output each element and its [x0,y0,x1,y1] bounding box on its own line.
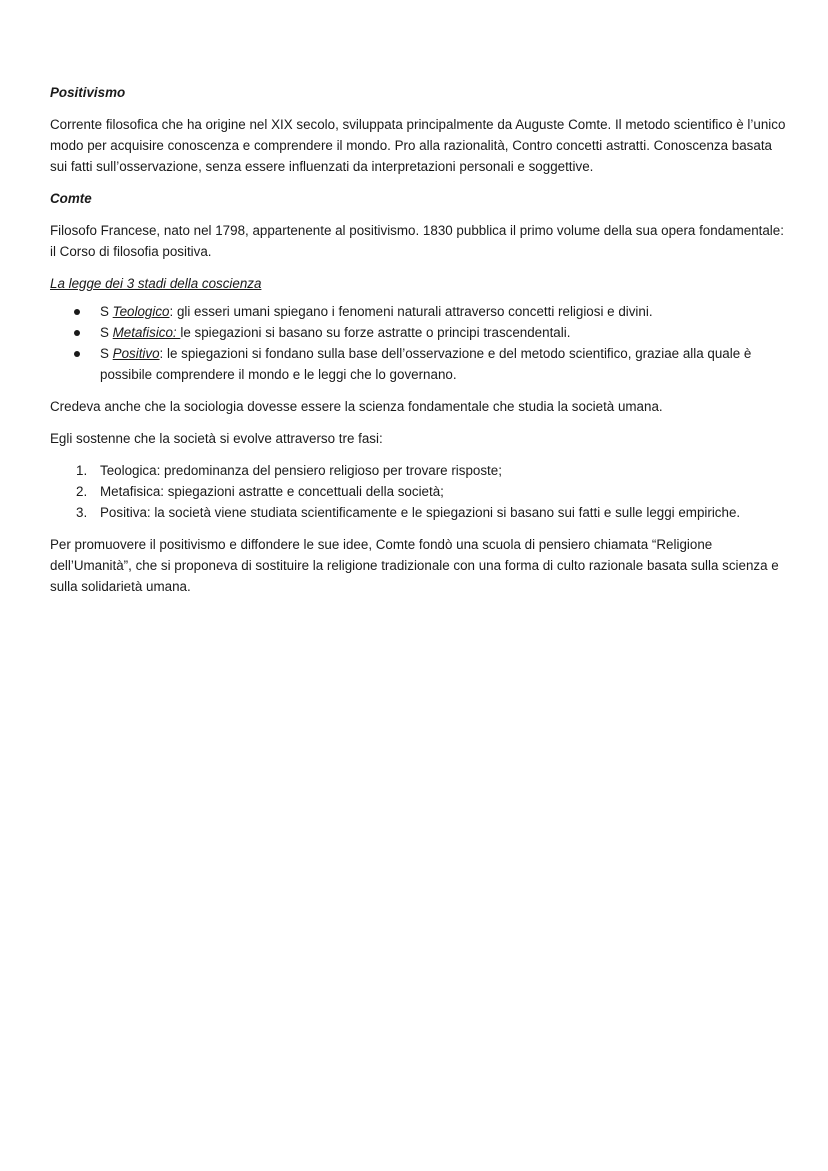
list-item-positivo [50,343,790,385]
list-number: 3. [76,505,88,520]
stadio-prefix: S [100,304,113,319]
fase-text: Metafisica: spiegazioni astratte e concettuali della società; [100,484,444,499]
list-item-fase-metafisica [50,481,790,502]
stadio-prefix: S [100,325,113,340]
list-item-metafisico [50,322,790,343]
stadio-prefix: S [100,346,113,361]
stadio-term-positivo: Positivo [112,346,160,361]
bullet-icon [74,309,80,315]
bullet-icon [74,330,80,336]
stadio-term-metafisico: Metafisico: [112,325,181,340]
fase-text: Teologica: predominanza del pensiero religioso per trovare risposte; [100,463,502,478]
list-item-fase-teologica [50,460,790,481]
stadio-term-teologico: Teologico [112,304,170,319]
fasi-list [50,460,790,523]
paragraph-religione-umanita: Per promuovere il positivismo e diffondere le sue idee, Comte fondò una scuola di pensiero chiamata “Religione dell’Umanità”, che si proponeva di sostituire la religione tradizionale con una forma di culto razionale basata sulla scienza e sulla solidarietà umana. [50,537,779,594]
heading-comte: Comte [50,191,92,206]
paragraph-comte: Filosofo Francese, nato nel 1798, appartenente al positivismo. 1830 pubblica il primo volume della sua opera fondamentale: il Corso di filosofia positiva. [50,223,784,259]
list-item-teologico [50,301,790,322]
paragraph-fasi-intro: Egli sostenne che la società si evolve attraverso tre fasi: [50,431,383,446]
list-item-fase-positiva [50,502,790,523]
heading-positivismo: Positivismo [50,85,126,100]
heading-legge-3-stadi: La legge dei 3 stadi della coscienza [50,276,262,291]
stadi-list [50,301,790,385]
list-number: 2. [76,484,88,499]
bullet-icon [74,351,80,357]
stadio-text: : le spiegazioni si fondano sulla base dell’osservazione e del metodo scientifico, graziae alla quale è possibile comprendere il mondo e le leggi che lo governano. [100,346,752,382]
fase-text: Positiva: la società viene studiata scientificamente e le spiegazioni si basano sui fatti e sulle leggi empiriche. [100,505,741,520]
list-number: 1. [76,463,88,478]
document-page [50,82,790,608]
paragraph-positivismo: Corrente filosofica che ha origine nel XIX secolo, sviluppata principalmente da Auguste Comte. Il metodo scientifico è l’unico modo per acquisire conoscenza e comprendere il mondo. Pro alla razionalità, Contro concetti astratti. Conoscenza basata sui fatti sull’osservazione, senza essere influenzati da interpretazioni personali e soggettive. [50,117,786,174]
paragraph-sociologia: Credeva anche che la sociologia dovesse essere la scienza fondamentale che studia la società umana. [50,399,663,414]
stadio-text: le spiegazioni si basano su forze astratte o principi trascendentali. [180,325,571,340]
stadio-text: : gli esseri umani spiegano i fenomeni naturali attraverso concetti religiosi e divini. [169,304,653,319]
